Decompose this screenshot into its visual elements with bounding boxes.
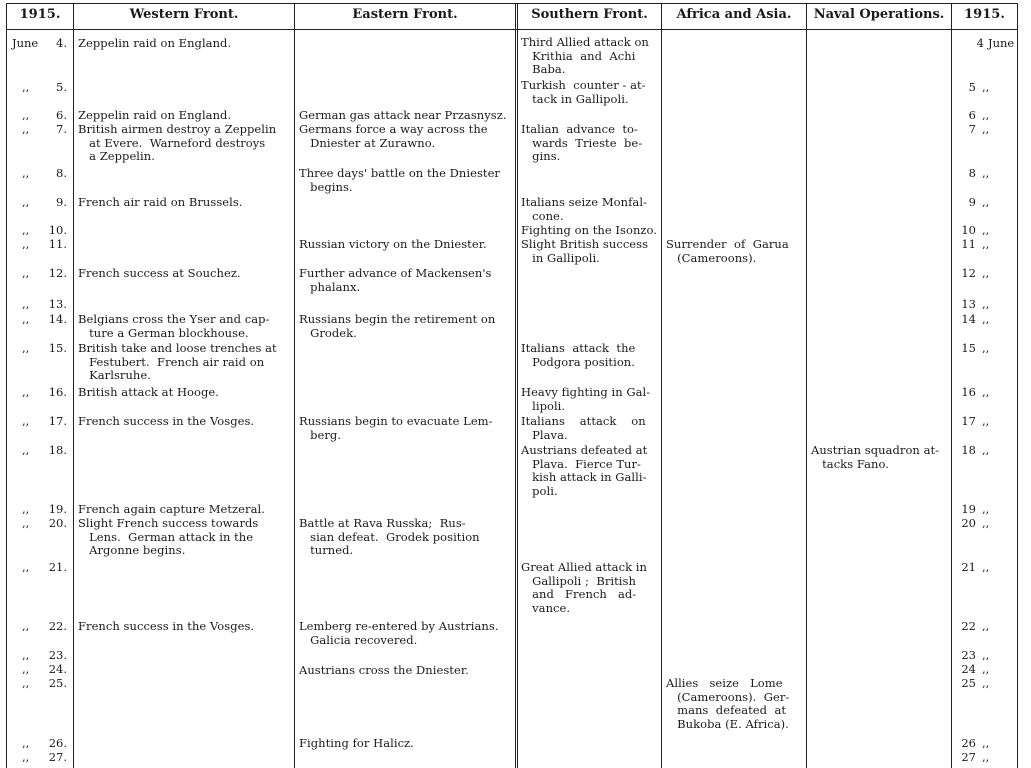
western-entry: Belgians cross the Yser and cap- ture a German blockhouse. — [78, 312, 270, 340]
date-day: 13. — [48, 297, 67, 311]
date-day: 9 — [968, 195, 976, 209]
date-day: 11. — [48, 237, 67, 251]
col-rule-2 — [294, 3, 295, 768]
left-date-row — [12, 751, 67, 765]
date-day: 10 — [961, 223, 976, 237]
date-month: ,, — [982, 122, 990, 136]
date-month: ,, — [22, 122, 30, 136]
eastern-entry: Russians begin to evacuate Lem- berg. — [299, 414, 493, 442]
date-day: 9. — [56, 195, 67, 209]
header-africa-asia: Africa and Asia. — [676, 7, 792, 22]
date-month: ,, — [982, 443, 990, 457]
right-date-row — [960, 224, 1012, 238]
western-entry: French success in the Vosges. — [78, 619, 255, 633]
left-date-row — [12, 224, 67, 238]
left-date-row — [12, 677, 67, 691]
date-month: June — [988, 36, 1015, 50]
eastern-entry: Lemberg re-entered by Austrians. Galicia recovered. — [299, 619, 499, 647]
date-day: 17 — [961, 414, 976, 428]
date-day: 18. — [48, 443, 67, 457]
date-day: 26. — [48, 736, 67, 750]
eastern-entry: Austrians cross the Dniester. — [299, 663, 469, 677]
date-day: 26 — [961, 736, 976, 750]
left-date-row — [12, 415, 67, 429]
right-date-row — [960, 751, 1012, 765]
header-eastern-front: Eastern Front. — [352, 7, 458, 22]
right-date-row — [960, 517, 1012, 531]
date-day: 6 — [968, 108, 976, 122]
right-date-row — [960, 649, 1012, 663]
date-day: 15 — [961, 341, 976, 355]
southern-entry: Fighting on the Isonzo. — [521, 223, 657, 237]
date-day: 10. — [48, 223, 67, 237]
date-month: ,, — [982, 312, 990, 326]
left-date-row — [12, 620, 67, 634]
western-entry: Slight French success towards Lens. German attack in the Argonne begins. — [78, 516, 259, 558]
date-day: 12 — [961, 266, 976, 280]
western-entry: Zeppelin raid on England. — [78, 36, 232, 50]
left-rule — [6, 3, 7, 768]
date-day: 11 — [961, 237, 976, 251]
header-year-right: 1915. — [964, 7, 1005, 22]
right-date-row — [960, 196, 1012, 210]
left-date-row — [12, 298, 67, 312]
date-month: ,, — [982, 414, 990, 428]
left-date-row — [12, 238, 67, 252]
top-rule — [6, 3, 1018, 4]
date-month: ,, — [22, 750, 30, 764]
date-month: ,, — [982, 676, 990, 690]
date-month: ,, — [982, 648, 990, 662]
western-entry: British airmen destroy a Zeppelin at Evere. Warneford destroys a Zeppelin. — [78, 122, 277, 164]
date-day: 15. — [48, 341, 67, 355]
date-day: 5 — [968, 80, 976, 94]
date-month: ,, — [982, 195, 990, 209]
date-month: ,, — [22, 237, 30, 251]
right-date-row — [960, 503, 1012, 517]
date-day: 22. — [48, 619, 67, 633]
header-year-left: 1915. — [19, 7, 61, 22]
date-month: ,, — [982, 237, 990, 251]
header-southern-front: Southern Front. — [531, 7, 648, 22]
left-date-row — [12, 123, 67, 137]
left-date-row — [12, 503, 67, 517]
date-month: ,, — [22, 662, 30, 676]
naval-entry: Austrian squadron at- tacks Fano. — [811, 443, 940, 471]
eastern-entry: Russians begin the retirement on Grodek. — [299, 312, 496, 340]
date-day: 21 — [961, 560, 976, 574]
southern-entry: Austrians defeated at Plava. Fierce Tur- kish attack in Galli- poli. — [521, 443, 648, 498]
date-day: 20. — [48, 516, 67, 530]
date-day: 22 — [961, 619, 976, 633]
western-entry: French again capture Metzeral. — [78, 502, 265, 516]
date-month: ,, — [982, 108, 990, 122]
right-date-row — [960, 267, 1012, 281]
date-month: ,, — [982, 502, 990, 516]
right-date-row — [960, 620, 1012, 634]
date-month: ,, — [982, 662, 990, 676]
right-date-row — [960, 298, 1012, 312]
date-day: 23. — [48, 648, 67, 662]
date-day: 24. — [48, 662, 67, 676]
date-day: 25 — [961, 676, 976, 690]
header-rule — [6, 29, 1018, 30]
date-month: ,, — [22, 266, 30, 280]
date-day: 19. — [48, 502, 67, 516]
left-date-row — [12, 267, 67, 281]
date-day: 18 — [961, 443, 976, 457]
date-day: 27. — [48, 750, 67, 764]
date-day: 4 — [976, 36, 984, 50]
date-month: ,, — [22, 619, 30, 633]
date-month: ,, — [22, 648, 30, 662]
date-day: 14. — [48, 312, 67, 326]
date-month: ,, — [22, 297, 30, 311]
right-date-row — [960, 167, 1012, 181]
date-month: ,, — [22, 108, 30, 122]
right-date-row — [960, 415, 1012, 429]
southern-entry: Turkish counter - at- tack in Gallipoli. — [521, 78, 646, 106]
left-date-row — [12, 313, 67, 327]
date-month: June — [12, 36, 39, 50]
southern-entry: Great Allied attack in Gallipoli ; British and French ad- vance. — [521, 560, 647, 615]
col-rule-6 — [951, 3, 952, 768]
right-date-row — [960, 123, 1012, 137]
eastern-entry: German gas attack near Przasnysz. — [299, 108, 507, 122]
date-month: ,, — [22, 166, 30, 180]
date-month: ,, — [982, 341, 990, 355]
africa-entry: Surrender of Garua (Cameroons). — [666, 237, 789, 265]
western-entry: Zeppelin raid on England. — [78, 108, 232, 122]
left-date-row — [12, 517, 67, 531]
date-month: ,, — [22, 676, 30, 690]
col-rule-3b — [517, 3, 518, 768]
date-month: ,, — [22, 443, 30, 457]
southern-entry: Third Allied attack on Krithia and Achi Baba. — [521, 35, 649, 77]
date-day: 6. — [56, 108, 67, 122]
right-date-row — [960, 238, 1012, 252]
date-day: 7. — [56, 122, 67, 136]
right-date-row — [960, 444, 1012, 458]
left-date-row — [12, 109, 67, 123]
date-month: ,, — [982, 750, 990, 764]
col-rule-4 — [661, 3, 662, 768]
southern-entry: Italian advance to- wards Trieste be- gins. — [521, 122, 643, 164]
date-day: 12. — [48, 266, 67, 280]
date-day: 16. — [48, 385, 67, 399]
date-month: ,, — [982, 385, 990, 399]
date-month: ,, — [22, 736, 30, 750]
header-naval-operations: Naval Operations. — [813, 7, 945, 22]
left-date-row — [12, 663, 67, 677]
date-month: ,, — [982, 516, 990, 530]
western-entry: French air raid on Brussels. — [78, 195, 243, 209]
western-entry: French success at Souchez. — [78, 266, 241, 280]
western-entry: British take and loose trenches at Festubert. French air raid on Karlsruhe. — [78, 341, 277, 383]
date-month: ,, — [22, 195, 30, 209]
southern-entry: Slight British success in Gallipoli. — [521, 237, 649, 265]
date-day: 16 — [961, 385, 976, 399]
southern-entry: Italians seize Monfal- cone. — [521, 195, 647, 223]
col-rule-3 — [515, 3, 516, 768]
date-day: 7 — [968, 122, 976, 136]
southern-entry: Heavy fighting in Gal- lipoli. — [521, 385, 651, 413]
left-date-row — [12, 37, 67, 51]
left-date-row — [12, 167, 67, 181]
right-date-row — [960, 737, 1012, 751]
date-month: ,, — [982, 166, 990, 180]
right-date-row — [960, 561, 1012, 575]
date-month: ,, — [982, 560, 990, 574]
southern-entry: Italians attack the Podgora position. — [521, 341, 636, 369]
left-date-row — [12, 196, 67, 210]
southern-entry: Italians attack on Plava. — [521, 414, 646, 442]
right-date-row — [960, 677, 1012, 691]
eastern-entry: Three days' battle on the Dniester begins. — [299, 166, 500, 194]
date-day: 19 — [961, 502, 976, 516]
africa-entry: Allies seize Lome (Cameroons). Ger- mans defeated at Bukoba (E. Africa). — [666, 676, 790, 731]
date-month: ,, — [982, 266, 990, 280]
eastern-entry: Russian victory on the Dniester. — [299, 237, 487, 251]
date-month: ,, — [22, 80, 30, 94]
header-western-front: Western Front. — [129, 7, 239, 22]
date-day: 20 — [961, 516, 976, 530]
date-day: 21. — [48, 560, 67, 574]
left-date-row — [12, 81, 67, 95]
date-day: 25. — [48, 676, 67, 690]
date-day: 13 — [961, 297, 976, 311]
date-month: ,, — [22, 502, 30, 516]
date-day: 23 — [961, 648, 976, 662]
right-date-row — [960, 36, 1015, 51]
right-date-row — [960, 663, 1012, 677]
date-month: ,, — [22, 516, 30, 530]
date-day: 24 — [961, 662, 976, 676]
left-date-row — [12, 342, 67, 356]
eastern-entry: Further advance of Mackensen's phalanx. — [299, 266, 492, 294]
date-day: 8. — [56, 166, 67, 180]
date-month: ,, — [22, 341, 30, 355]
date-day: 4. — [56, 36, 67, 50]
left-date-row — [12, 386, 67, 400]
date-month: ,, — [22, 560, 30, 574]
date-day: 27 — [961, 750, 976, 764]
col-rule-1 — [73, 3, 74, 768]
date-month: ,, — [22, 385, 30, 399]
right-date-row — [960, 313, 1012, 327]
date-day: 8 — [968, 166, 976, 180]
right-date-row — [960, 342, 1012, 356]
right-date-row — [960, 81, 1012, 95]
date-month: ,, — [982, 619, 990, 633]
right-date-row — [960, 386, 1012, 400]
left-date-row — [12, 444, 67, 458]
date-month: ,, — [22, 414, 30, 428]
western-entry: British attack at Hooge. — [78, 385, 219, 399]
date-month: ,, — [982, 736, 990, 750]
date-day: 5. — [56, 80, 67, 94]
western-entry: French success in the Vosges. — [78, 414, 255, 428]
eastern-entry: Germans force a way across the Dniester at Zurawno. — [299, 122, 488, 150]
date-day: 17. — [48, 414, 67, 428]
date-day: 14 — [961, 312, 976, 326]
right-rule — [1017, 3, 1018, 768]
left-date-row — [12, 561, 67, 575]
date-month: ,, — [982, 223, 990, 237]
eastern-entry: Fighting for Halicz. — [299, 736, 414, 750]
col-rule-5 — [806, 3, 807, 768]
date-month: ,, — [982, 297, 990, 311]
eastern-entry: Battle at Rava Russka; Rus- sian defeat. Grodek position turned. — [299, 516, 480, 558]
date-month: ,, — [982, 80, 990, 94]
right-date-row — [960, 109, 1012, 123]
date-month: ,, — [22, 223, 30, 237]
date-month: ,, — [22, 312, 30, 326]
left-date-row — [12, 649, 67, 663]
left-date-row — [12, 737, 67, 751]
